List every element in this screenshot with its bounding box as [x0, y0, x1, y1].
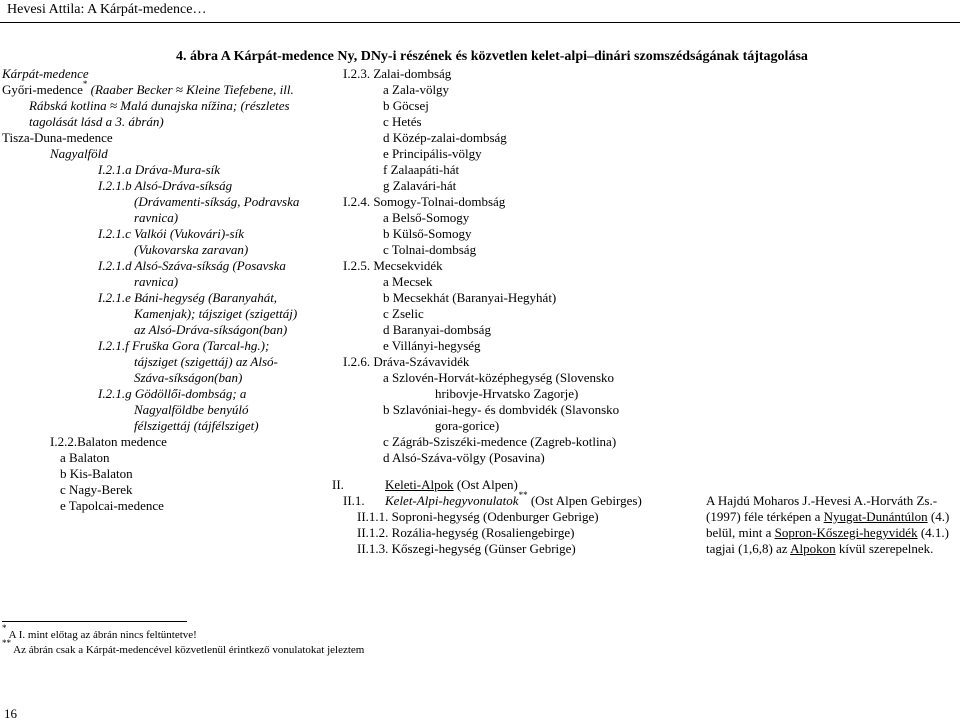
list-item: d Alsó-Száva-völgy (Posavina) — [383, 450, 545, 465]
list-item: gora-gorice) — [435, 418, 500, 433]
list-item: ravnica) — [134, 210, 179, 225]
list-item: I.2.1.d Alsó-Száva-síkság (Posavska — [98, 258, 286, 273]
section-number: II. — [332, 477, 344, 492]
list-item: e Principális-völgy — [383, 146, 482, 161]
list-item: c Tolnai-dombság — [383, 242, 477, 257]
list-item: I.2.1.b Alsó-Dráva-síkság — [98, 178, 233, 193]
list-item: I.2.6. Dráva-Szávavidék — [343, 354, 470, 369]
list-item: a Szlovén-Horvát-középhegység (Slovensko — [383, 370, 615, 385]
note-line: A Hajdú Moharos J.-Hevesi A.-Horváth Zs.- — [706, 493, 938, 508]
list-item: I.2.2.Balaton medence — [50, 434, 167, 449]
list-item: II.1.2. Rozália-hegység (Rosaliengebirge) — [357, 525, 575, 540]
list-item: d Közép-zalai-dombság — [383, 130, 507, 145]
section-title: Keleti-Alpok (Ost Alpen) — [385, 477, 518, 492]
list-item: tájsziget (szigettáj) az Alsó- — [134, 354, 278, 369]
running-title: Hevesi Attila: A Kárpát-medence… — [7, 2, 207, 17]
note-line: tagjai (1,6,8) az Alpokon kívül szerepelnek. — [706, 541, 934, 556]
list-item: Rábská kotlina ≈ Malá dunajska nížina; (részletes — [29, 98, 290, 113]
list-item: b Szlavóniai-hegy- és dombvidék (Slavonsko — [383, 402, 620, 417]
list-item: g Zalavári-hát — [383, 178, 457, 193]
list-item: (Drávamenti-síkság, Podravska — [134, 194, 300, 209]
list-item: I.2.1.g Gödöllői-dombság; a — [98, 386, 247, 401]
list-item: az Alsó-Dráva-síkságon(ban) — [134, 322, 288, 337]
list-item: a Balaton — [60, 450, 110, 465]
list-item: b Külső-Somogy — [383, 226, 472, 241]
list-item: tagolását lásd a 3. ábrán) — [29, 114, 164, 129]
list-item: a Mecsek — [383, 274, 433, 289]
list-item: I.2.1.f Fruška Gora (Tarcal-hg.); — [98, 338, 270, 353]
list-item: hribovje-Hrvatsko Zagorje) — [435, 386, 579, 401]
list-item: c Nagy-Berek — [60, 482, 133, 497]
header-rule — [0, 22, 960, 23]
footnote: * A I. mint előtag az ábrán nincs feltüntetve! — [2, 623, 197, 641]
list-item: Kamenjak); tájsziget (szigettáj) — [134, 306, 298, 321]
list-item: I.2.3. Zalai-dombság — [343, 66, 452, 81]
list-item: (Vukovarska zaravan) — [134, 242, 249, 257]
list-item: b Kis-Balaton — [60, 466, 133, 481]
note-line: (1997) féle térképen a Nyugat-Dunántúlon (4.) — [706, 509, 950, 524]
list-item: Győri-medence* (Raaber Becker ≈ Kleine Tiefebene, ill. — [2, 78, 294, 97]
list-item: d Baranyai-dombság — [383, 322, 491, 337]
list-item: II.1.1. Soproni-hegység (Odenburger Gebrige) — [357, 509, 599, 524]
list-item: f Zalaapáti-hát — [383, 162, 460, 177]
list-item: ravnica) — [134, 274, 179, 289]
list-item: I.2.1.a Dráva-Mura-sík — [98, 162, 221, 177]
list-item: Száva-síkságon(ban) — [134, 370, 243, 385]
list-item: Nagyalföldbe benyúló — [134, 402, 249, 417]
list-item: I.2.1.e Báni-hegység (Baranyahát, — [98, 290, 278, 305]
footnote: ** Az ábrán csak a Kárpát-medencével közvetlenül érintkező vonulatokat jeleztem — [2, 638, 365, 656]
list-item: b Mecsekhát (Baranyai-Hegyhát) — [383, 290, 557, 305]
list-item: c Zselic — [383, 306, 424, 321]
list-item: Tisza-Duna-medence — [2, 130, 113, 145]
footnote-rule — [2, 621, 187, 622]
list-item: I.2.5. Mecsekvidék — [343, 258, 443, 273]
list-item: II.1.3. Kőszegi-hegység (Günser Gebrige) — [357, 541, 576, 556]
note-line: belül, mint a Sopron-Kőszegi-hegyvidék (4.1.) — [706, 525, 949, 540]
list-item: c Zágráb-Sziszéki-medence (Zagreb-kotlina) — [383, 434, 617, 449]
list-item: Kárpát-medence — [2, 66, 89, 81]
list-item: c Hetés — [383, 114, 422, 129]
list-item: b Göcsej — [383, 98, 429, 113]
list-item: I.2.1.c Valkói (Vukovári)-sík — [98, 226, 244, 241]
list-item: a Belső-Somogy — [383, 210, 470, 225]
page-number: 16 — [4, 706, 17, 721]
list-item: I.2.4. Somogy-Tolnai-dombság — [343, 194, 506, 209]
list-item: Nagyalföld — [50, 146, 108, 161]
list-item: e Villányi-hegység — [383, 338, 481, 353]
figure-title: 4. ábra A Kárpát-medence Ny, DNy-i részének és közvetlen kelet-alpi–dinári szomszédságának tájtagolása — [176, 49, 808, 64]
subsection-title: Kelet-Alpi-hegyvonulatok** (Ost Alpen Gebirges) — [385, 489, 642, 508]
list-item: a Zala-völgy — [383, 82, 450, 97]
list-item: e Tapolcai-medence — [60, 498, 164, 513]
subsection-number: II.1. — [343, 493, 365, 508]
list-item: félszigettáj (tájfélsziget) — [134, 418, 259, 433]
